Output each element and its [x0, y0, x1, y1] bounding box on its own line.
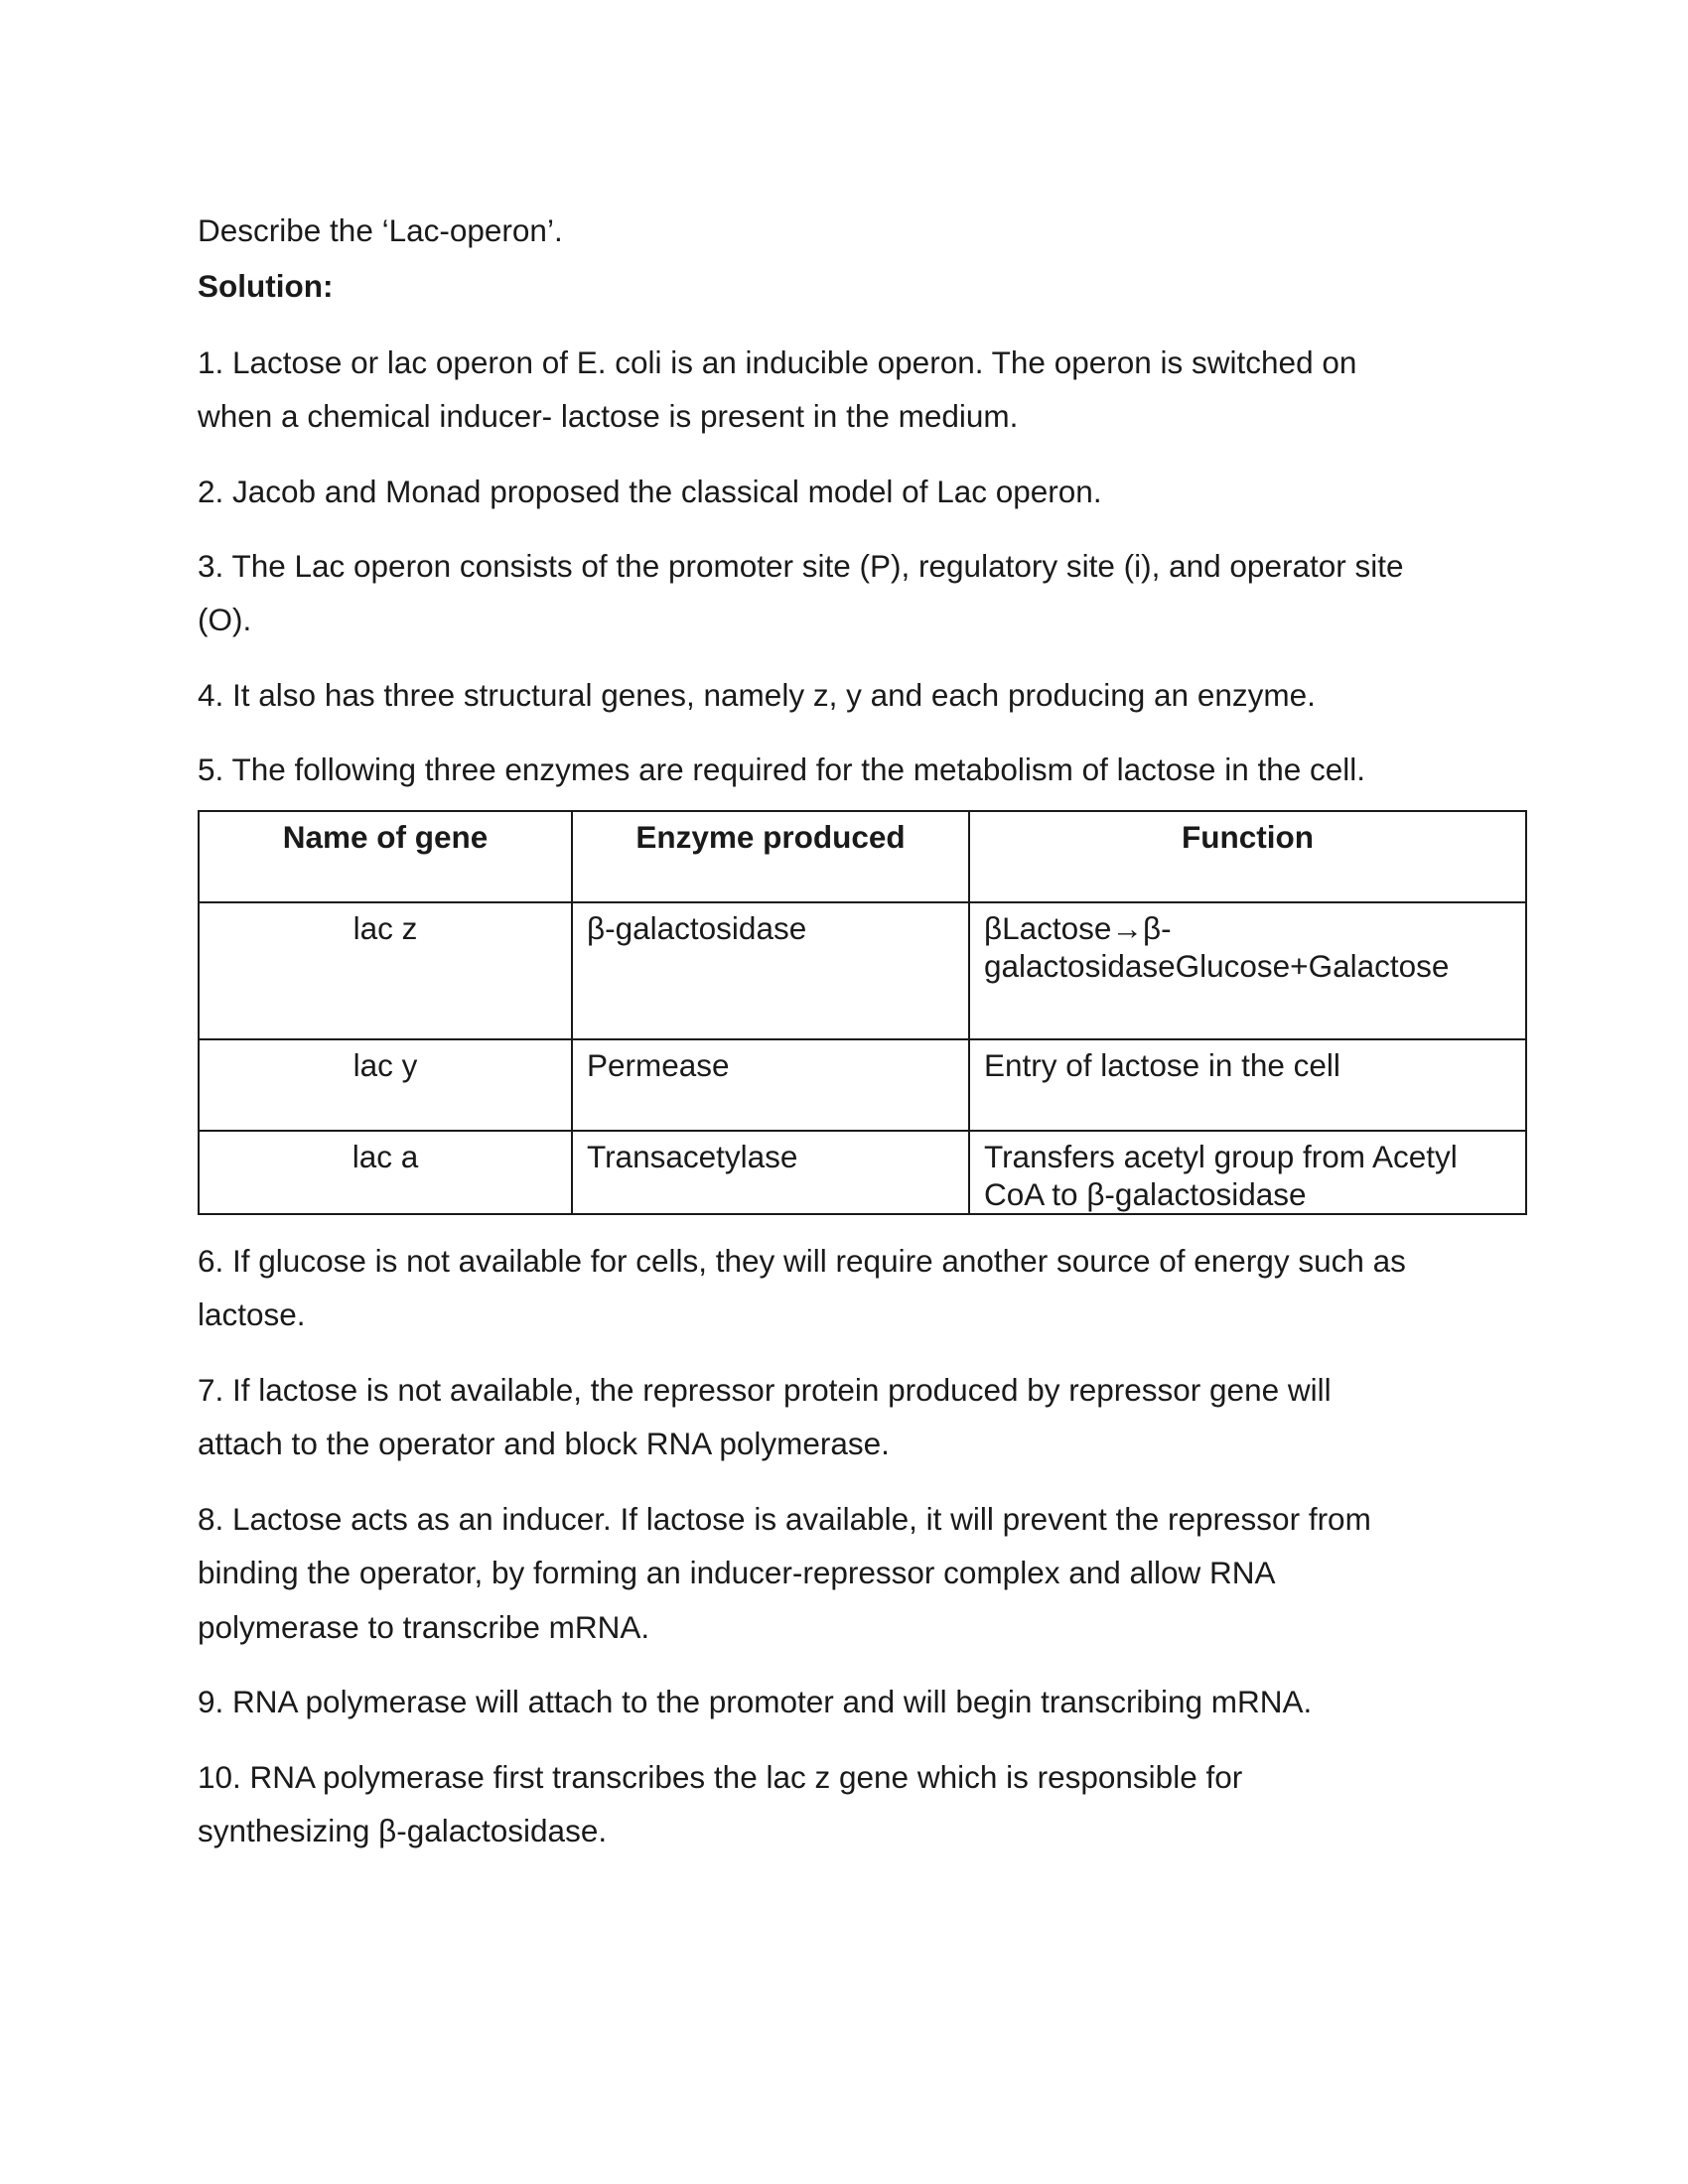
enzyme-table [198, 810, 1527, 1215]
point-8-line-1: 8. Lactose acts as an inducer. If lactose is available, it will prevent the repressor from [198, 1501, 1371, 1537]
table-row [199, 1131, 1526, 1214]
point-6-line-1: 6. If glucose is not available for cells, they will require another source of energy such as [198, 1243, 1406, 1279]
point-10-line-2: synthesizing β-galactosidase. [198, 1813, 608, 1848]
table-row [199, 1039, 1526, 1131]
table-row [199, 902, 1526, 1039]
point-6-line-2: lactose. [198, 1297, 306, 1332]
solution-heading: Solution: [198, 268, 334, 304]
point-9: 9. RNA polymerase will attach to the promoter and will begin transcribing mRNA. [198, 1684, 1313, 1719]
enzyme-cell: β-galactosidase [572, 902, 969, 1039]
point-1-line-2: when a chemical inducer- lactose is present in the medium. [198, 398, 1019, 434]
point-1-line-1: 1. Lactose or lac operon of E. coli is an inducible operon. The operon is switched on [198, 344, 1357, 380]
gene-cell: lac z [199, 902, 572, 1039]
point-4: 4. It also has three structural genes, namely z, y and each producing an enzyme. [198, 677, 1316, 713]
header-function: Function [969, 811, 1526, 902]
header-name-of-gene: Name of gene [199, 811, 572, 902]
header-enzyme-produced: Enzyme produced [572, 811, 969, 902]
point-10-line-1: 10. RNA polymerase first transcribes the lac z gene which is responsible for [198, 1759, 1243, 1795]
gene-cell: lac y [199, 1039, 572, 1131]
point-7-line-1: 7. If lactose is not available, the repressor protein produced by repressor gene will [198, 1372, 1332, 1408]
point-3-line-1: 3. The Lac operon consists of the promoter site (P), regulatory site (i), and operator site [198, 548, 1404, 584]
function-line-1: Entry of lactose in the cell [984, 1047, 1340, 1083]
function-line-1: Transfers acetyl group from Acetyl [984, 1139, 1458, 1174]
enzyme-cell: Permease [572, 1039, 969, 1131]
question-text: Describe the ‘Lac-operon’. [198, 212, 563, 248]
point-7-line-2: attach to the operator and block RNA polymerase. [198, 1426, 890, 1461]
point-8-line-2: binding the operator, by forming an inducer-repressor complex and allow RNA [198, 1555, 1276, 1590]
enzyme-cell: Transacetylase [572, 1131, 969, 1214]
function-line-2: galactosidaseGlucose+Galactose [984, 948, 1450, 984]
table-header-row [199, 811, 1526, 902]
function-cell [969, 1039, 1526, 1131]
function-line-1: βLactose→β- [984, 910, 1172, 946]
function-cell [969, 902, 1526, 1039]
point-8-line-3: polymerase to transcribe mRNA. [198, 1609, 650, 1645]
point-2: 2. Jacob and Monad proposed the classical model of Lac operon. [198, 474, 1102, 509]
point-3-line-2: (O). [198, 602, 252, 637]
point-5: 5. The following three enzymes are required for the metabolism of lactose in the cell. [198, 751, 1366, 787]
function-cell [969, 1131, 1526, 1214]
function-line-2: CoA to β-galactosidase [984, 1176, 1307, 1212]
gene-cell: lac a [199, 1131, 572, 1214]
